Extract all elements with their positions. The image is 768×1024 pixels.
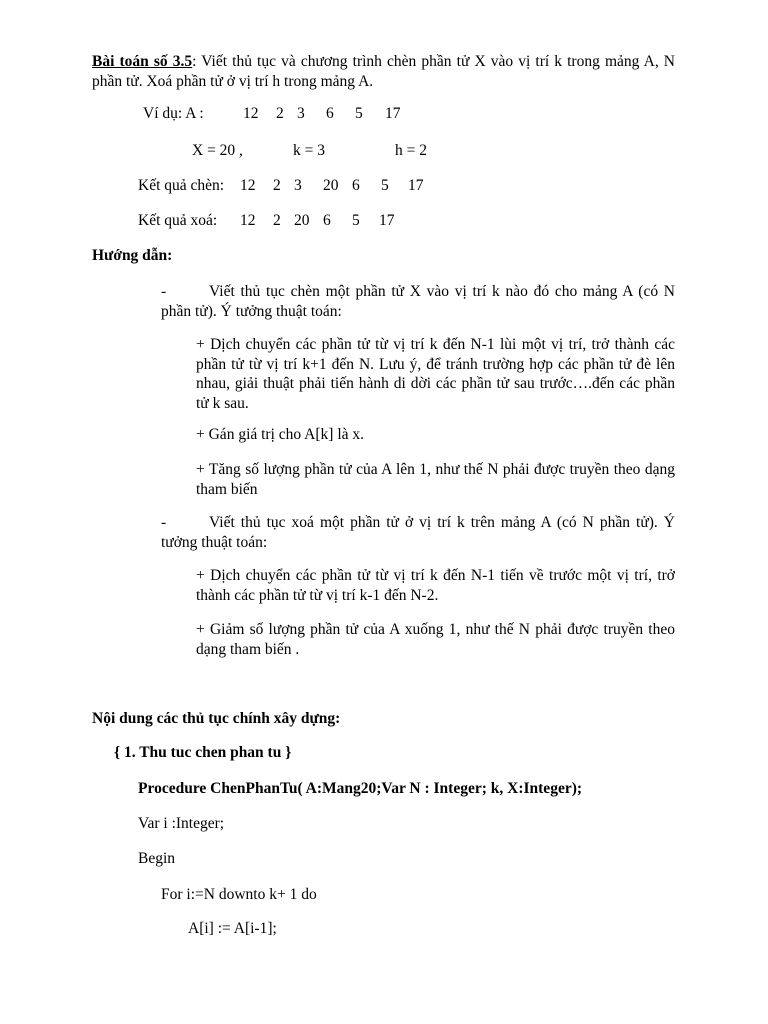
content-heading: Nội dung các thủ tục chính xây dựng: — [92, 710, 341, 727]
delete-value: 2 — [273, 212, 281, 229]
delete-result-label: Kết quả xoá: — [138, 212, 218, 229]
delete-value: 20 — [294, 212, 310, 229]
insert-value: 5 — [381, 177, 389, 194]
insert-value: 6 — [352, 177, 360, 194]
array-value: 6 — [326, 105, 334, 122]
guide-bullet-insert: Viết thủ tục chèn một phần tử X vào vị trí k nào đó cho mảng A (có N phần tử). Ý tưởng thuật toán: — [161, 283, 675, 320]
array-value: 3 — [297, 105, 305, 122]
insert-value: 20 — [323, 177, 339, 194]
delete-value: 6 — [323, 212, 331, 229]
procedure-signature: Procedure ChenPhanTu( A:Mang20;Var N : Integer; k, X:Integer); — [138, 780, 583, 797]
guide-bullet-delete: Viết thủ tục xoá một phần tử ở vị trí k trên mảng A (có N phần tử). Ý tưởng thuật toán: — [161, 514, 675, 551]
delete-step-shift: + Dịch chuyển các phần tử từ vị trí k đến N-1 tiến về trước một vị trí, trở thành các phần tử từ vị trí k-1 đến N-2. — [196, 567, 675, 604]
for-loop: For i:=N downto k+ 1 do — [161, 886, 317, 903]
array-value: 17 — [385, 105, 401, 122]
insert-value: 3 — [294, 177, 302, 194]
code-comment: { 1. Thu tuc chen phan tu } — [114, 744, 292, 761]
example-label: Ví dụ: A : — [143, 105, 204, 122]
problem-text: : Viết thủ tục và chương trình chèn phần tử X vào vị trí k trong mảng A, N phần tử. Xoá phần tử ở vị trí h trong mảng A. — [92, 53, 675, 90]
assign-statement: A[i] := A[i-1]; — [188, 920, 277, 937]
begin-keyword: Begin — [138, 850, 176, 867]
var-declaration: Var i :Integer; — [138, 815, 225, 832]
problem-heading: Bài toán số 3.5 — [92, 53, 193, 70]
insert-step-assign: + Gán giá trị cho A[k] là x. — [196, 426, 365, 443]
insert-value: 2 — [273, 177, 281, 194]
delete-value: 12 — [240, 212, 256, 229]
insert-step-increment: + Tăng số lượng phần tử của A lên 1, như thế N phải được truyền theo dạng tham biến — [196, 461, 675, 498]
example-h: h = 2 — [395, 142, 427, 159]
array-value: 12 — [243, 105, 259, 122]
delete-value: 17 — [379, 212, 395, 229]
delete-value: 5 — [352, 212, 360, 229]
bullet-dash: - — [161, 283, 167, 300]
delete-step-decrement: + Giảm số lượng phần tử của A xuống 1, như thế N phải được truyền theo dạng tham biến . — [196, 621, 675, 658]
insert-step-shift: + Dịch chuyển các phần tử từ vị trí k đến N-1 lùi một vị trí, trở thành các phần tử từ vị trí k+1 đến N. Lưu ý, để tránh trường hợp các phần tử đè lên nhau, giải thuật phải tiến hành di dời các phần tử sau trước….đến các phần tử k sau. — [196, 336, 675, 412]
bullet-dash: - — [161, 514, 167, 531]
guide-heading: Hướng dẫn: — [92, 247, 173, 264]
insert-value: 17 — [408, 177, 424, 194]
example-x: X = 20 , — [192, 142, 243, 159]
array-value: 5 — [355, 105, 363, 122]
problem-statement — [92, 52, 675, 91]
insert-value: 12 — [240, 177, 256, 194]
insert-result-label: Kết quả chèn: — [138, 177, 225, 194]
array-value: 2 — [276, 105, 284, 122]
example-k: k = 3 — [293, 142, 325, 159]
